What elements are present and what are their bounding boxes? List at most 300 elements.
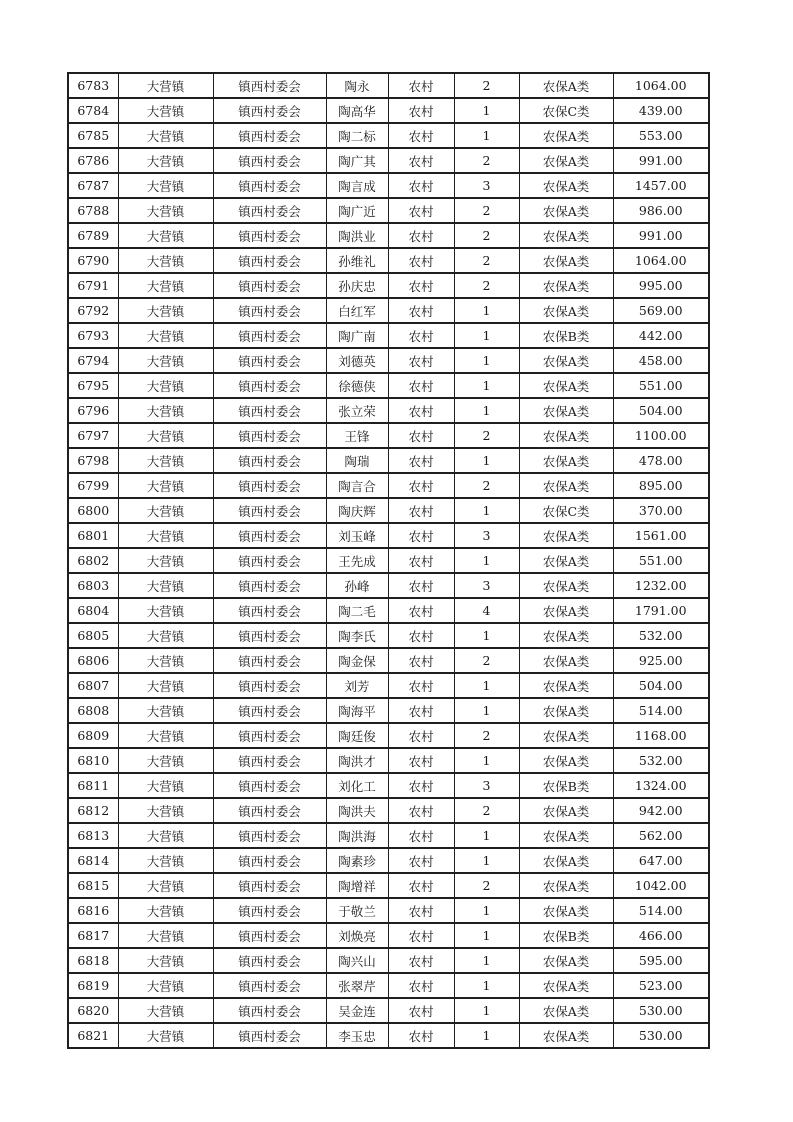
cell-serial-number: 6800 [68, 498, 118, 523]
cell-village-committee: 镇西村委会 [213, 923, 326, 948]
cell-person-name: 王锋 [326, 423, 388, 448]
cell-town: 大营镇 [118, 273, 213, 298]
cell-town: 大营镇 [118, 598, 213, 623]
cell-village-committee: 镇西村委会 [213, 873, 326, 898]
cell-town: 大营镇 [118, 98, 213, 123]
cell-town: 大营镇 [118, 723, 213, 748]
cell-serial-number: 6784 [68, 98, 118, 123]
cell-serial-number: 6783 [68, 73, 118, 98]
cell-village-committee: 镇西村委会 [213, 1023, 326, 1048]
cell-insurance-class: 农保A类 [519, 423, 613, 448]
cell-person-name: 陶增祥 [326, 873, 388, 898]
cell-residence-type: 农村 [388, 773, 454, 798]
cell-person-name: 陶素珍 [326, 848, 388, 873]
cell-amount: 1168.00 [613, 723, 709, 748]
cell-residence-type: 农村 [388, 548, 454, 573]
table-body [68, 73, 709, 1048]
cell-residence-type: 农村 [388, 223, 454, 248]
cell-serial-number: 6789 [68, 223, 118, 248]
cell-serial-number: 6820 [68, 998, 118, 1023]
table-row [68, 648, 709, 673]
cell-person-count: 2 [454, 248, 519, 273]
cell-person-name: 刘玉峰 [326, 523, 388, 548]
table-row [68, 548, 709, 573]
cell-insurance-class: 农保A类 [519, 673, 613, 698]
cell-town: 大营镇 [118, 973, 213, 998]
cell-person-name: 孙峰 [326, 573, 388, 598]
cell-village-committee: 镇西村委会 [213, 148, 326, 173]
cell-serial-number: 6814 [68, 848, 118, 873]
cell-village-committee: 镇西村委会 [213, 98, 326, 123]
cell-village-committee: 镇西村委会 [213, 798, 326, 823]
cell-person-name: 陶洪海 [326, 823, 388, 848]
cell-serial-number: 6813 [68, 823, 118, 848]
cell-town: 大营镇 [118, 373, 213, 398]
cell-serial-number: 6791 [68, 273, 118, 298]
cell-person-count: 2 [454, 473, 519, 498]
cell-residence-type: 农村 [388, 73, 454, 98]
cell-insurance-class: 农保A类 [519, 373, 613, 398]
cell-amount: 514.00 [613, 698, 709, 723]
cell-town: 大营镇 [118, 748, 213, 773]
cell-person-name: 陶广近 [326, 198, 388, 223]
cell-person-count: 1 [454, 323, 519, 348]
cell-residence-type: 农村 [388, 723, 454, 748]
cell-town: 大营镇 [118, 423, 213, 448]
cell-person-count: 1 [454, 398, 519, 423]
cell-person-name: 陶永 [326, 73, 388, 98]
cell-village-committee: 镇西村委会 [213, 723, 326, 748]
cell-residence-type: 农村 [388, 123, 454, 148]
cell-amount: 569.00 [613, 298, 709, 323]
cell-residence-type: 农村 [388, 423, 454, 448]
cell-village-committee: 镇西村委会 [213, 773, 326, 798]
cell-person-count: 1 [454, 1023, 519, 1048]
cell-insurance-class: 农保A类 [519, 898, 613, 923]
cell-residence-type: 农村 [388, 523, 454, 548]
cell-town: 大营镇 [118, 673, 213, 698]
cell-amount: 478.00 [613, 448, 709, 473]
table-row [68, 248, 709, 273]
cell-village-committee: 镇西村委会 [213, 598, 326, 623]
cell-residence-type: 农村 [388, 473, 454, 498]
cell-insurance-class: 农保A类 [519, 398, 613, 423]
table-row [68, 698, 709, 723]
cell-serial-number: 6811 [68, 773, 118, 798]
cell-insurance-class: 农保A类 [519, 973, 613, 998]
cell-town: 大营镇 [118, 348, 213, 373]
cell-person-count: 3 [454, 773, 519, 798]
cell-town: 大营镇 [118, 998, 213, 1023]
cell-amount: 523.00 [613, 973, 709, 998]
cell-amount: 1561.00 [613, 523, 709, 548]
cell-insurance-class: 农保A类 [519, 623, 613, 648]
cell-village-committee: 镇西村委会 [213, 998, 326, 1023]
cell-residence-type: 农村 [388, 448, 454, 473]
cell-serial-number: 6798 [68, 448, 118, 473]
cell-village-committee: 镇西村委会 [213, 498, 326, 523]
cell-village-committee: 镇西村委会 [213, 173, 326, 198]
cell-person-name: 刘焕亮 [326, 923, 388, 948]
pension-roster-table [67, 72, 710, 1049]
cell-person-name: 李玉忠 [326, 1023, 388, 1048]
cell-residence-type: 农村 [388, 873, 454, 898]
cell-town: 大营镇 [118, 498, 213, 523]
cell-residence-type: 农村 [388, 273, 454, 298]
cell-town: 大营镇 [118, 573, 213, 598]
table-row [68, 823, 709, 848]
table-row [68, 348, 709, 373]
cell-residence-type: 农村 [388, 823, 454, 848]
cell-serial-number: 6818 [68, 948, 118, 973]
cell-person-name: 于敬兰 [326, 898, 388, 923]
cell-insurance-class: 农保A类 [519, 348, 613, 373]
cell-residence-type: 农村 [388, 98, 454, 123]
cell-residence-type: 农村 [388, 598, 454, 623]
cell-insurance-class: 农保A类 [519, 473, 613, 498]
cell-amount: 458.00 [613, 348, 709, 373]
cell-amount: 986.00 [613, 198, 709, 223]
cell-residence-type: 农村 [388, 623, 454, 648]
cell-village-committee: 镇西村委会 [213, 698, 326, 723]
cell-person-count: 2 [454, 648, 519, 673]
table-row [68, 523, 709, 548]
cell-person-count: 1 [454, 923, 519, 948]
cell-town: 大营镇 [118, 648, 213, 673]
cell-village-committee: 镇西村委会 [213, 123, 326, 148]
table-row [68, 873, 709, 898]
cell-person-count: 2 [454, 223, 519, 248]
cell-residence-type: 农村 [388, 798, 454, 823]
cell-person-name: 吴金连 [326, 998, 388, 1023]
cell-insurance-class: 农保A类 [519, 73, 613, 98]
cell-residence-type: 农村 [388, 973, 454, 998]
cell-residence-type: 农村 [388, 148, 454, 173]
cell-town: 大营镇 [118, 223, 213, 248]
cell-person-count: 1 [454, 848, 519, 873]
cell-residence-type: 农村 [388, 198, 454, 223]
cell-person-name: 孙庆忠 [326, 273, 388, 298]
cell-insurance-class: 农保A类 [519, 798, 613, 823]
cell-amount: 1324.00 [613, 773, 709, 798]
cell-person-name: 陶海平 [326, 698, 388, 723]
cell-insurance-class: 农保A类 [519, 723, 613, 748]
cell-village-committee: 镇西村委会 [213, 848, 326, 873]
cell-insurance-class: 农保A类 [519, 648, 613, 673]
cell-amount: 991.00 [613, 223, 709, 248]
cell-person-name: 陶金保 [326, 648, 388, 673]
cell-serial-number: 6804 [68, 598, 118, 623]
cell-serial-number: 6788 [68, 198, 118, 223]
cell-person-name: 白红军 [326, 298, 388, 323]
cell-insurance-class: 农保A类 [519, 548, 613, 573]
cell-residence-type: 农村 [388, 398, 454, 423]
table-row [68, 498, 709, 523]
cell-insurance-class: 农保C类 [519, 498, 613, 523]
cell-residence-type: 农村 [388, 1023, 454, 1048]
cell-person-count: 2 [454, 73, 519, 98]
table-row [68, 423, 709, 448]
cell-serial-number: 6816 [68, 898, 118, 923]
cell-town: 大营镇 [118, 823, 213, 848]
cell-person-count: 2 [454, 798, 519, 823]
cell-insurance-class: 农保A类 [519, 273, 613, 298]
cell-person-count: 1 [454, 973, 519, 998]
cell-serial-number: 6815 [68, 873, 118, 898]
cell-serial-number: 6786 [68, 148, 118, 173]
cell-village-committee: 镇西村委会 [213, 448, 326, 473]
cell-village-committee: 镇西村委会 [213, 398, 326, 423]
cell-insurance-class: 农保A类 [519, 698, 613, 723]
cell-village-committee: 镇西村委会 [213, 823, 326, 848]
cell-serial-number: 6785 [68, 123, 118, 148]
cell-town: 大营镇 [118, 198, 213, 223]
cell-person-name: 陶廷俊 [326, 723, 388, 748]
cell-person-name: 刘德英 [326, 348, 388, 373]
cell-person-count: 1 [454, 373, 519, 398]
table-row [68, 273, 709, 298]
cell-amount: 530.00 [613, 1023, 709, 1048]
cell-amount: 995.00 [613, 273, 709, 298]
cell-insurance-class: 农保A类 [519, 873, 613, 898]
cell-amount: 514.00 [613, 898, 709, 923]
cell-serial-number: 6817 [68, 923, 118, 948]
cell-amount: 530.00 [613, 998, 709, 1023]
cell-insurance-class: 农保A类 [519, 598, 613, 623]
cell-serial-number: 6809 [68, 723, 118, 748]
cell-village-committee: 镇西村委会 [213, 623, 326, 648]
cell-town: 大营镇 [118, 873, 213, 898]
cell-person-count: 1 [454, 698, 519, 723]
cell-amount: 925.00 [613, 648, 709, 673]
cell-town: 大营镇 [118, 173, 213, 198]
table-row [68, 323, 709, 348]
cell-residence-type: 农村 [388, 898, 454, 923]
cell-serial-number: 6796 [68, 398, 118, 423]
cell-insurance-class: 农保B类 [519, 923, 613, 948]
cell-person-count: 1 [454, 348, 519, 373]
cell-person-name: 陶兴山 [326, 948, 388, 973]
cell-residence-type: 农村 [388, 173, 454, 198]
cell-person-name: 陶瑞 [326, 448, 388, 473]
cell-serial-number: 6793 [68, 323, 118, 348]
cell-amount: 1064.00 [613, 73, 709, 98]
cell-amount: 504.00 [613, 673, 709, 698]
table-row [68, 473, 709, 498]
cell-insurance-class: 农保A类 [519, 223, 613, 248]
cell-serial-number: 6802 [68, 548, 118, 573]
cell-person-count: 2 [454, 198, 519, 223]
table-row [68, 123, 709, 148]
cell-person-count: 2 [454, 273, 519, 298]
cell-amount: 370.00 [613, 498, 709, 523]
cell-person-count: 2 [454, 148, 519, 173]
cell-village-committee: 镇西村委会 [213, 673, 326, 698]
cell-village-committee: 镇西村委会 [213, 323, 326, 348]
cell-amount: 1064.00 [613, 248, 709, 273]
cell-insurance-class: 农保A类 [519, 948, 613, 973]
table-row [68, 198, 709, 223]
cell-town: 大营镇 [118, 298, 213, 323]
cell-amount: 1232.00 [613, 573, 709, 598]
cell-village-committee: 镇西村委会 [213, 898, 326, 923]
cell-town: 大营镇 [118, 1023, 213, 1048]
cell-serial-number: 6787 [68, 173, 118, 198]
cell-person-name: 陶高华 [326, 98, 388, 123]
cell-serial-number: 6807 [68, 673, 118, 698]
cell-town: 大营镇 [118, 523, 213, 548]
cell-person-count: 1 [454, 123, 519, 148]
cell-amount: 442.00 [613, 323, 709, 348]
cell-serial-number: 6794 [68, 348, 118, 373]
cell-person-name: 陶言合 [326, 473, 388, 498]
cell-amount: 551.00 [613, 373, 709, 398]
cell-insurance-class: 农保A类 [519, 298, 613, 323]
cell-person-name: 陶二标 [326, 123, 388, 148]
table-row [68, 748, 709, 773]
cell-town: 大营镇 [118, 948, 213, 973]
cell-insurance-class: 农保A类 [519, 1023, 613, 1048]
cell-serial-number: 6805 [68, 623, 118, 648]
table-row [68, 898, 709, 923]
cell-residence-type: 农村 [388, 248, 454, 273]
cell-person-name: 陶洪才 [326, 748, 388, 773]
cell-residence-type: 农村 [388, 673, 454, 698]
cell-serial-number: 6821 [68, 1023, 118, 1048]
cell-town: 大营镇 [118, 623, 213, 648]
cell-insurance-class: 农保A类 [519, 998, 613, 1023]
cell-amount: 562.00 [613, 823, 709, 848]
cell-amount: 466.00 [613, 923, 709, 948]
cell-town: 大营镇 [118, 923, 213, 948]
table-row [68, 673, 709, 698]
cell-village-committee: 镇西村委会 [213, 298, 326, 323]
cell-amount: 595.00 [613, 948, 709, 973]
cell-town: 大营镇 [118, 848, 213, 873]
cell-person-count: 1 [454, 948, 519, 973]
table-row [68, 623, 709, 648]
cell-person-count: 4 [454, 598, 519, 623]
cell-person-count: 1 [454, 748, 519, 773]
cell-amount: 1100.00 [613, 423, 709, 448]
cell-amount: 1791.00 [613, 598, 709, 623]
cell-serial-number: 6803 [68, 573, 118, 598]
cell-person-count: 1 [454, 673, 519, 698]
cell-person-name: 张翠芹 [326, 973, 388, 998]
cell-person-name: 刘芳 [326, 673, 388, 698]
cell-person-name: 陶言成 [326, 173, 388, 198]
table-row [68, 373, 709, 398]
cell-person-count: 2 [454, 723, 519, 748]
cell-person-count: 1 [454, 898, 519, 923]
cell-person-name: 陶李氏 [326, 623, 388, 648]
cell-village-committee: 镇西村委会 [213, 648, 326, 673]
table-row [68, 598, 709, 623]
cell-town: 大营镇 [118, 773, 213, 798]
cell-residence-type: 农村 [388, 948, 454, 973]
cell-insurance-class: 农保A类 [519, 523, 613, 548]
cell-residence-type: 农村 [388, 298, 454, 323]
cell-person-name: 徐德侠 [326, 373, 388, 398]
cell-insurance-class: 农保A类 [519, 848, 613, 873]
cell-amount: 551.00 [613, 548, 709, 573]
cell-person-name: 陶洪夫 [326, 798, 388, 823]
cell-village-committee: 镇西村委会 [213, 523, 326, 548]
cell-serial-number: 6792 [68, 298, 118, 323]
cell-town: 大营镇 [118, 398, 213, 423]
table-row [68, 398, 709, 423]
cell-town: 大营镇 [118, 248, 213, 273]
cell-village-committee: 镇西村委会 [213, 948, 326, 973]
cell-residence-type: 农村 [388, 748, 454, 773]
cell-village-committee: 镇西村委会 [213, 973, 326, 998]
cell-village-committee: 镇西村委会 [213, 748, 326, 773]
cell-serial-number: 6806 [68, 648, 118, 673]
cell-person-count: 3 [454, 573, 519, 598]
cell-insurance-class: 农保B类 [519, 773, 613, 798]
cell-residence-type: 农村 [388, 573, 454, 598]
cell-person-name: 王先成 [326, 548, 388, 573]
cell-residence-type: 农村 [388, 323, 454, 348]
table-row [68, 148, 709, 173]
cell-insurance-class: 农保A类 [519, 198, 613, 223]
cell-person-count: 3 [454, 173, 519, 198]
cell-residence-type: 农村 [388, 998, 454, 1023]
table-row [68, 923, 709, 948]
cell-person-name: 陶洪业 [326, 223, 388, 248]
cell-amount: 647.00 [613, 848, 709, 873]
cell-serial-number: 6797 [68, 423, 118, 448]
cell-serial-number: 6812 [68, 798, 118, 823]
cell-serial-number: 6799 [68, 473, 118, 498]
cell-insurance-class: 农保A类 [519, 748, 613, 773]
cell-village-committee: 镇西村委会 [213, 73, 326, 98]
table-row [68, 973, 709, 998]
cell-person-count: 1 [454, 298, 519, 323]
cell-person-name: 陶庆辉 [326, 498, 388, 523]
cell-person-name: 陶广南 [326, 323, 388, 348]
cell-residence-type: 农村 [388, 848, 454, 873]
cell-residence-type: 农村 [388, 923, 454, 948]
cell-village-committee: 镇西村委会 [213, 223, 326, 248]
table-row [68, 173, 709, 198]
cell-village-committee: 镇西村委会 [213, 348, 326, 373]
cell-serial-number: 6819 [68, 973, 118, 998]
cell-residence-type: 农村 [388, 698, 454, 723]
cell-amount: 942.00 [613, 798, 709, 823]
table-row [68, 723, 709, 748]
cell-person-count: 3 [454, 523, 519, 548]
cell-person-name: 刘化工 [326, 773, 388, 798]
cell-amount: 1042.00 [613, 873, 709, 898]
cell-insurance-class: 农保A类 [519, 173, 613, 198]
cell-town: 大营镇 [118, 473, 213, 498]
cell-town: 大营镇 [118, 73, 213, 98]
cell-person-count: 1 [454, 498, 519, 523]
cell-town: 大营镇 [118, 698, 213, 723]
table-row [68, 1023, 709, 1048]
cell-person-name: 孙维礼 [326, 248, 388, 273]
cell-person-count: 1 [454, 98, 519, 123]
cell-residence-type: 农村 [388, 348, 454, 373]
table-row [68, 298, 709, 323]
cell-insurance-class: 农保C类 [519, 98, 613, 123]
cell-person-count: 1 [454, 823, 519, 848]
cell-person-count: 2 [454, 423, 519, 448]
cell-serial-number: 6808 [68, 698, 118, 723]
cell-person-name: 张立荣 [326, 398, 388, 423]
cell-amount: 895.00 [613, 473, 709, 498]
